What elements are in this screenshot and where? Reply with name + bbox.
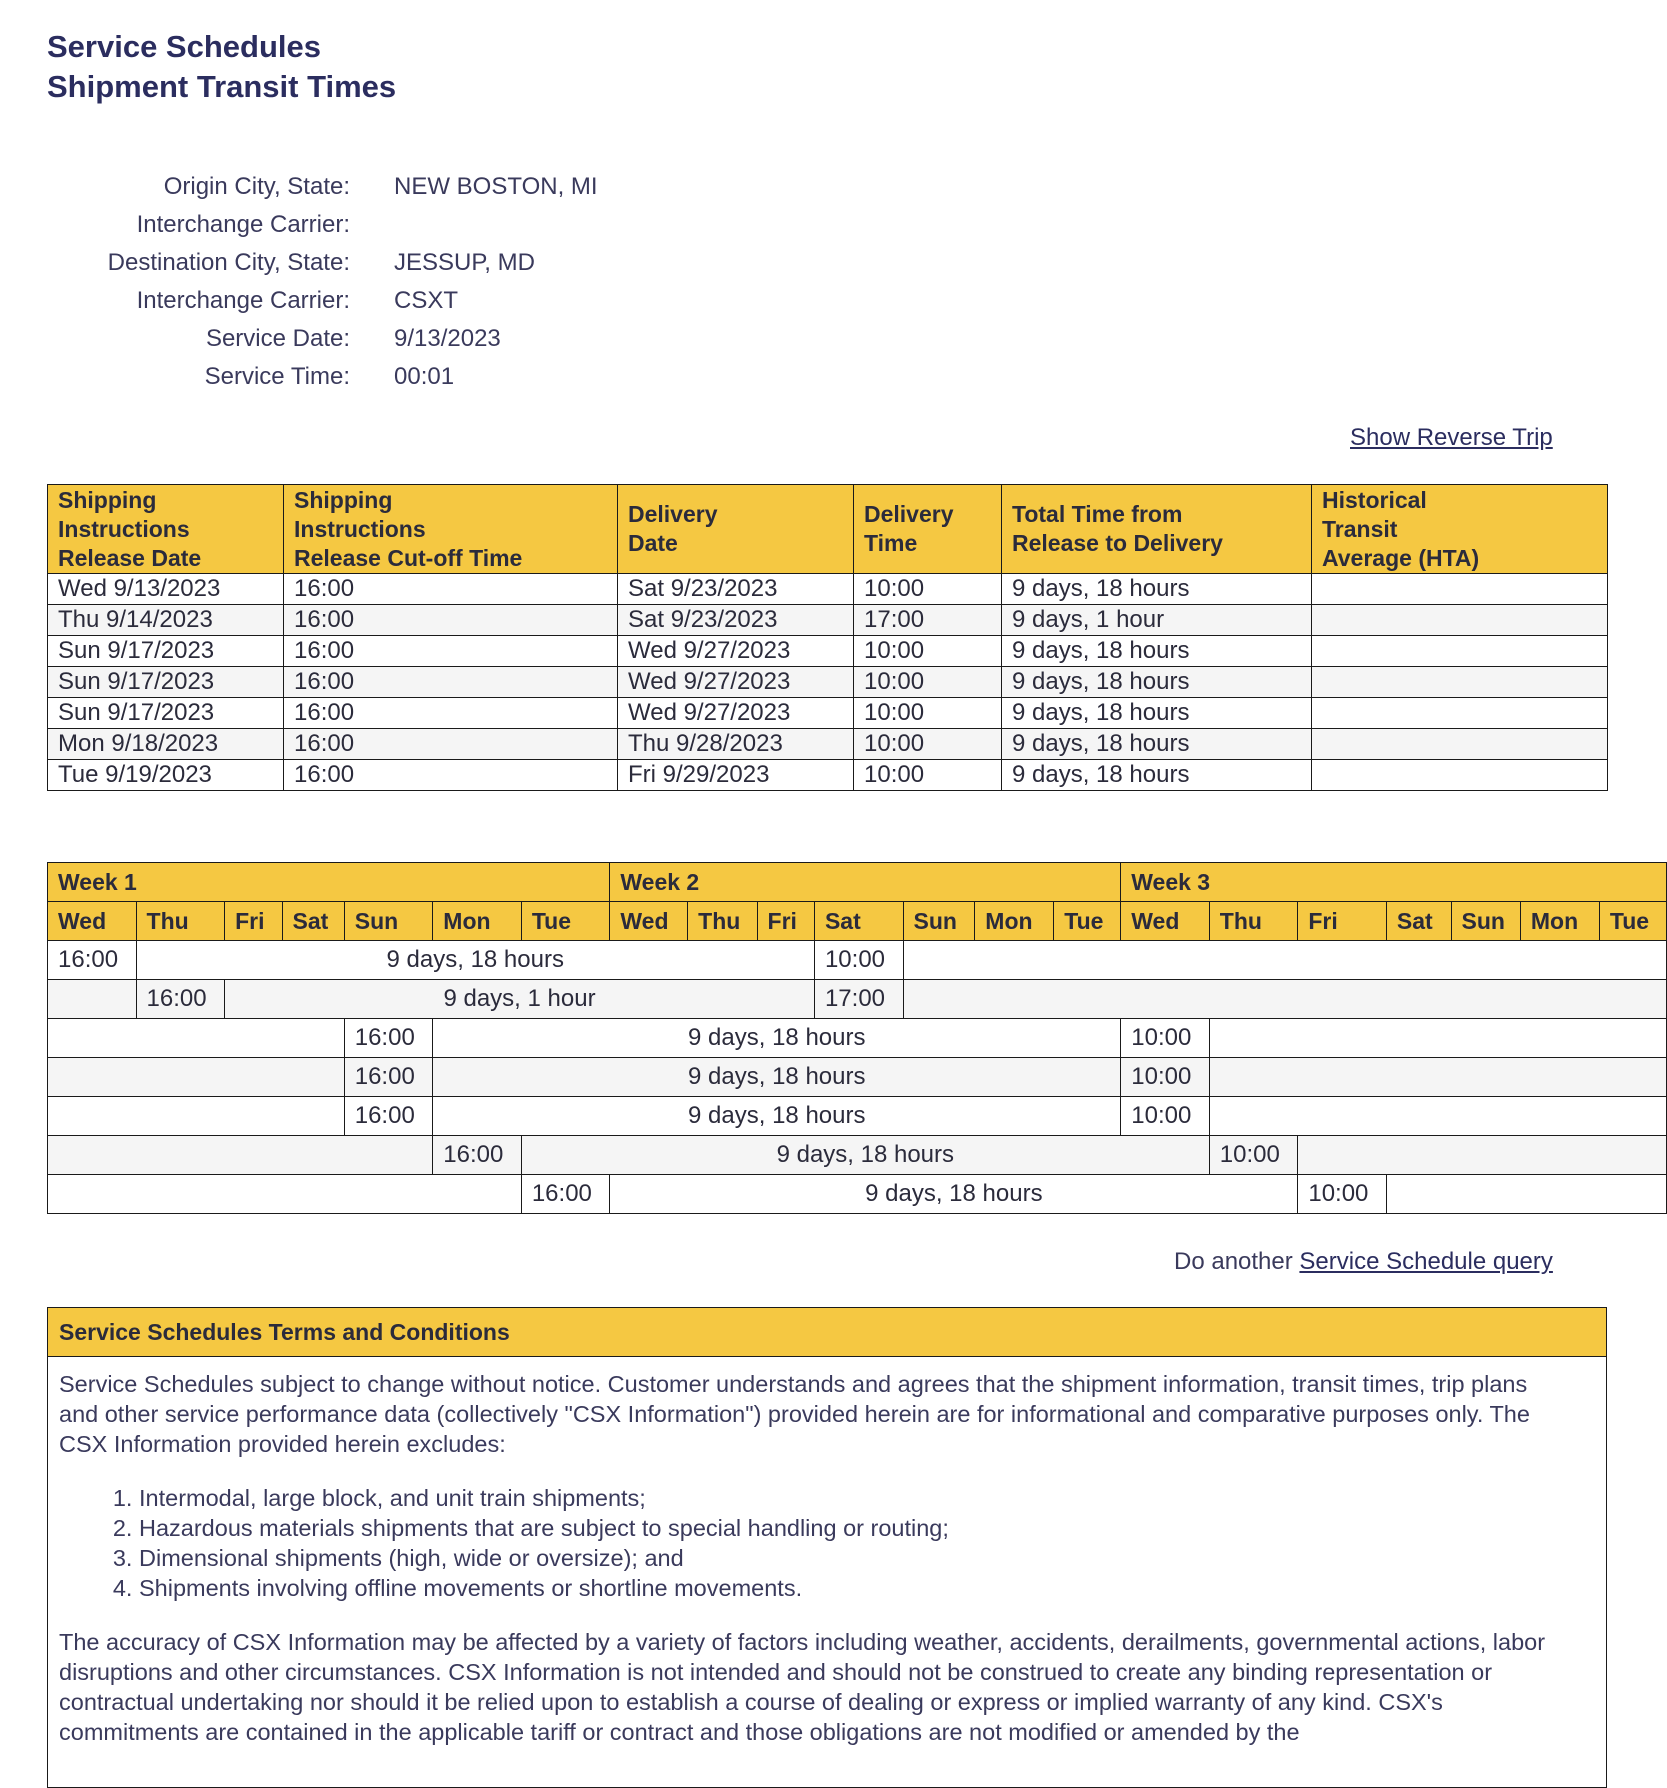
empty-cell	[48, 1058, 345, 1097]
start-time-cell: 16:00	[521, 1175, 610, 1214]
terms-body	[48, 1357, 1580, 1787]
table-row	[48, 605, 1608, 636]
duration-cell: 9 days, 18 hours	[433, 1097, 1121, 1136]
day-header: Thu	[136, 902, 225, 941]
start-time-cell: 16:00	[136, 980, 225, 1019]
table-row	[48, 574, 1608, 605]
cell-delivery-date: Wed 9/27/2023	[618, 667, 854, 698]
col-hta: Historical Transit Average (HTA)	[1312, 485, 1608, 574]
start-time-cell: 16:00	[344, 1019, 433, 1058]
empty-cell	[1209, 1058, 1666, 1097]
empty-cell	[903, 980, 1667, 1019]
calendar-week-row	[48, 863, 1667, 902]
empty-cell	[1386, 1175, 1666, 1214]
shipment-info	[0, 168, 598, 396]
table-row	[48, 636, 1608, 667]
info-value: CSXT	[394, 287, 459, 314]
empty-cell	[48, 1097, 345, 1136]
terms-header: Service Schedules Terms and Conditions	[48, 1308, 1606, 1357]
start-time-cell: 16:00	[344, 1097, 433, 1136]
cell-hta	[1312, 636, 1608, 667]
calendar-row	[48, 980, 1667, 1019]
calendar-row	[48, 1019, 1667, 1058]
terms-item: 2. Hazardous materials shipments that are subject to special handling or routing;	[139, 1513, 1569, 1543]
end-time-cell: 17:00	[814, 980, 903, 1019]
cell-cutoff: 16:00	[284, 574, 618, 605]
calendar-row	[48, 1175, 1667, 1214]
info-label: Interchange Carrier:	[136, 287, 350, 314]
col-delivery-time: Delivery Time	[854, 485, 1002, 574]
info-row-interchange-1	[0, 206, 598, 244]
cell-release-date: Wed 9/13/2023	[48, 574, 284, 605]
day-header: Tue	[1054, 902, 1121, 941]
info-row-destination	[0, 244, 598, 282]
cell-hta	[1312, 729, 1608, 760]
service-schedule-query-link[interactable]: Service Schedule query	[1299, 1248, 1553, 1275]
empty-cell	[48, 1175, 522, 1214]
empty-cell	[1209, 1019, 1666, 1058]
cell-cutoff: 16:00	[284, 698, 618, 729]
table-row	[48, 698, 1608, 729]
cell-total: 9 days, 18 hours	[1002, 636, 1312, 667]
info-label: Interchange Carrier:	[136, 211, 350, 238]
day-header: Mon	[975, 902, 1054, 941]
schedule-table	[47, 484, 1608, 791]
cell-total: 9 days, 18 hours	[1002, 729, 1312, 760]
table-row	[48, 760, 1608, 791]
table-row	[48, 667, 1608, 698]
week-header: Week 2	[610, 863, 1121, 902]
duration-cell: 9 days, 18 hours	[136, 941, 814, 980]
start-time-cell: 16:00	[433, 1136, 522, 1175]
cell-hta	[1312, 605, 1608, 636]
cell-delivery-date: Sat 9/23/2023	[618, 574, 854, 605]
page-title	[47, 27, 396, 107]
title-line-2: Shipment Transit Times	[47, 69, 397, 104]
cell-release-date: Tue 9/19/2023	[48, 760, 284, 791]
cell-release-date: Mon 9/18/2023	[48, 729, 284, 760]
terms-item: 4. Shipments involving offline movements or shortline movements.	[139, 1573, 1569, 1603]
calendar-row	[48, 1136, 1667, 1175]
empty-cell	[1209, 1097, 1666, 1136]
empty-cell	[1298, 1136, 1667, 1175]
calendar-row	[48, 1058, 1667, 1097]
info-row-service-time	[0, 358, 598, 396]
col-total-time: Total Time from Release to Delivery	[1002, 485, 1312, 574]
calendar-row	[48, 941, 1667, 980]
cell-hta	[1312, 667, 1608, 698]
cell-cutoff: 16:00	[284, 636, 618, 667]
info-value: 00:01	[394, 363, 455, 390]
another-query	[1174, 1246, 1553, 1278]
cell-delivery-date: Sat 9/23/2023	[618, 605, 854, 636]
terms-list	[59, 1483, 1569, 1603]
day-header: Sat	[1386, 902, 1451, 941]
duration-cell: 9 days, 18 hours	[610, 1175, 1298, 1214]
cell-cutoff: 16:00	[284, 760, 618, 791]
end-time-cell: 10:00	[1121, 1019, 1210, 1058]
day-header: Mon	[433, 902, 522, 941]
cell-total: 9 days, 18 hours	[1002, 667, 1312, 698]
cell-total: 9 days, 18 hours	[1002, 698, 1312, 729]
info-row-origin	[0, 168, 598, 206]
empty-cell	[48, 980, 137, 1019]
start-time-cell: 16:00	[48, 941, 137, 980]
day-header: Fri	[757, 902, 814, 941]
calendar-body	[48, 941, 1667, 1214]
table-row	[48, 729, 1608, 760]
cell-delivery-time: 10:00	[854, 729, 1002, 760]
cell-total: 9 days, 18 hours	[1002, 574, 1312, 605]
another-query-prefix: Do another	[1174, 1248, 1300, 1275]
terms-closing: The accuracy of CSX Information may be affected by a variety of factors including weather, accidents, derailments, governmental actions, labor disruptions and other circumstances. CSX Information is not intended and should not be construed to create any binding representation or contractual undertaking nor should it be relied upon to establish a course of dealing or express or implied warranty of any kind. CSX's commitments are contained in the applicable tariff or contract and those obligations are not modified or amended by the	[59, 1629, 1546, 1745]
col-cutoff-time: Shipping Instructions Release Cut-off Time	[284, 485, 618, 574]
duration-cell: 9 days, 18 hours	[433, 1058, 1121, 1097]
cell-delivery-time: 10:00	[854, 760, 1002, 791]
cell-release-date: Sun 9/17/2023	[48, 667, 284, 698]
day-header: Mon	[1520, 902, 1599, 941]
cell-hta	[1312, 698, 1608, 729]
cell-delivery-date: Wed 9/27/2023	[618, 636, 854, 667]
cell-delivery-date: Thu 9/28/2023	[618, 729, 854, 760]
info-label: Destination City, State:	[107, 249, 350, 276]
terms-item: 3. Dimensional shipments (high, wide or oversize); and	[139, 1543, 1569, 1573]
info-label: Service Date:	[205, 325, 350, 352]
cell-hta	[1312, 574, 1608, 605]
end-time-cell: 10:00	[1209, 1136, 1298, 1175]
info-label: Origin City, State:	[163, 173, 350, 200]
day-header: Fri	[225, 902, 282, 941]
info-row-service-date	[0, 320, 598, 358]
duration-cell: 9 days, 18 hours	[521, 1136, 1209, 1175]
duration-cell: 9 days, 18 hours	[433, 1019, 1121, 1058]
day-header: Thu	[1209, 902, 1298, 941]
info-label: Service Time:	[204, 363, 350, 390]
cell-hta	[1312, 760, 1608, 791]
week-header: Week 3	[1121, 863, 1667, 902]
cell-delivery-time: 17:00	[854, 605, 1002, 636]
calendar-day-row	[48, 902, 1667, 941]
empty-cell	[48, 1019, 345, 1058]
empty-cell	[48, 1136, 433, 1175]
cell-release-date: Sun 9/17/2023	[48, 698, 284, 729]
info-value: 9/13/2023	[394, 325, 501, 352]
empty-cell	[903, 941, 1667, 980]
day-header: Sat	[282, 902, 344, 941]
cell-cutoff: 16:00	[284, 729, 618, 760]
terms-item: 1. Intermodal, large block, and unit train shipments;	[139, 1483, 1569, 1513]
schedule-body	[48, 574, 1608, 791]
day-header: Wed	[610, 902, 688, 941]
day-header: Fri	[1298, 902, 1387, 941]
duration-cell: 9 days, 1 hour	[225, 980, 815, 1019]
schedule-header-row	[48, 485, 1608, 574]
day-header: Tue	[1599, 902, 1666, 941]
cell-total: 9 days, 1 hour	[1002, 605, 1312, 636]
week-header: Week 1	[48, 863, 610, 902]
terms-intro: Service Schedules subject to change without notice. Customer understands and agrees that the shipment information, transit times, trip plans and other service performance data (collectively "CSX Information") provided herein are for informational and comparative purposes only. The CSX Information provided herein excludes:	[59, 1371, 1530, 1457]
cell-delivery-date: Wed 9/27/2023	[618, 698, 854, 729]
calendar-table	[47, 862, 1667, 1214]
day-header: Thu	[688, 902, 757, 941]
day-header: Tue	[521, 902, 610, 941]
cell-cutoff: 16:00	[284, 605, 618, 636]
end-time-cell: 10:00	[1298, 1175, 1387, 1214]
col-delivery-date: Delivery Date	[618, 485, 854, 574]
cell-total: 9 days, 18 hours	[1002, 760, 1312, 791]
start-time-cell: 16:00	[344, 1058, 433, 1097]
cell-release-date: Sun 9/17/2023	[48, 636, 284, 667]
end-time-cell: 10:00	[814, 941, 903, 980]
cell-delivery-time: 10:00	[854, 698, 1002, 729]
day-header: Wed	[1121, 902, 1210, 941]
day-header: Sun	[1451, 902, 1520, 941]
show-reverse-trip-link[interactable]: Show Reverse Trip	[1350, 424, 1553, 451]
day-header: Sun	[903, 902, 975, 941]
col-release-date: Shipping Instructions Release Date	[48, 485, 284, 574]
cell-release-date: Thu 9/14/2023	[48, 605, 284, 636]
cell-delivery-time: 10:00	[854, 636, 1002, 667]
info-row-interchange-2	[0, 282, 598, 320]
terms-panel	[47, 1307, 1607, 1788]
end-time-cell: 10:00	[1121, 1058, 1210, 1097]
cell-delivery-time: 10:00	[854, 667, 1002, 698]
cell-delivery-date: Fri 9/29/2023	[618, 760, 854, 791]
cell-cutoff: 16:00	[284, 667, 618, 698]
calendar-row	[48, 1097, 1667, 1136]
title-line-1: Service Schedules	[47, 29, 321, 64]
info-value: NEW BOSTON, MI	[394, 173, 598, 200]
cell-delivery-time: 10:00	[854, 574, 1002, 605]
day-header: Sun	[344, 902, 433, 941]
end-time-cell: 10:00	[1121, 1097, 1210, 1136]
day-header: Sat	[814, 902, 903, 941]
info-value: JESSUP, MD	[394, 249, 535, 276]
day-header: Wed	[48, 902, 137, 941]
